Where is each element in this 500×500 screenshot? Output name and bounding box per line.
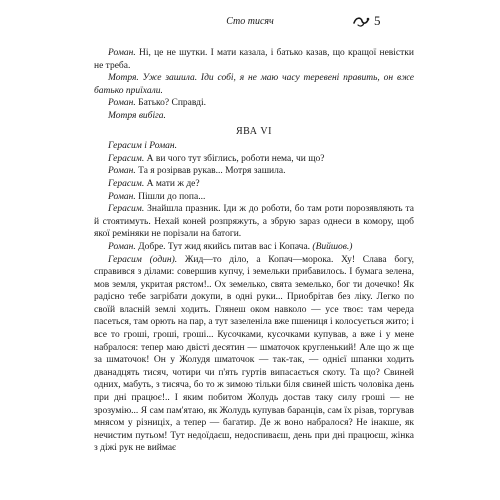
stage-direction-inline: (Вийшов.) [310,241,353,252]
speaker-name: Роман. [108,48,136,58]
dialogue-line [94,241,414,254]
speaker-name: Мотря [108,110,137,121]
speaker-name: Мотря. [108,73,139,84]
line-text: Жид—то діло, а Копач—морока. Ху! Слава богу, справився з ділами: совершив купчу, і земельки прибавилось. І бумага зелена, мов земля, укритая рястом!.. Ох земелько, свята земелько, бог ти дочечко! Як радісно тебе загрібати докупи, в одні руки... Приобрітав без ліку. Легко по своїй власній землі ходить. Глянеш оком навколо — усе твоє: там череда пасеться, там орють на пар, а тут зазеленіла вже пшениця і колосується жито; і все то гроші, гроші, гроші... Кусочками, кусочками купував, а вже і у мене набралося: тепер маю двісті десятин — шматочок кругленький! Але що ж ще за шматочок! Он у Жолудя шматочок — так-так, — однієї шпанки ходить дванадцять тисяч, чотири чи п'ять гуртів випасається скоту. Та що? Свиней одних, мабуть, з тисяча, бо то ж зимою тільки біля свиней шість чоловіка день при дні працює!.. І яким побитом Жолудь достав таку силу гроші — не зрозумію... Я сам пам'ятаю, як Жолудь купував баранців, сам їх різав, торгував мнясом у різниціх, а тепер — багатир. Де ж воно набралося? Не інакше, як нечистим путьом! Тут недоїдаєш, недоспиваєш, день при дні працюєш, жінка з діжі рук не виймає [94,254,414,454]
dialogue-line [94,153,414,166]
line-text: А ви чого тут збіглись, роботи нема, чи що? [144,153,325,164]
speaker-name: Роман. [108,98,136,109]
line-text: вибіга. [136,110,166,121]
speaker-name: Роман. [108,241,136,252]
line-text: Пішли до попа... [135,191,206,202]
line-text: Та я розірвав рукав... Мотря зашила. [135,166,286,177]
dialogue-line [94,191,414,204]
fleuron-icon [352,14,370,28]
speaker-name: Роман. [108,191,136,202]
line-text: А мати ж де? [144,178,200,189]
speaker-name: Герасим. [108,153,145,164]
speaker-name: Герасим (один). [108,254,178,265]
speaker-name: Роман. [108,166,136,177]
line-text: Уже зашила. Іди собі, я не маю часу теревені править, он вже батько приїхали. [94,73,414,96]
running-header [0,14,500,30]
body-text [94,47,414,455]
line-text: Ні, це не шутки. І мати казала, і батько казав, що кращої невістки не треба. [94,48,414,71]
dialogue-line [94,203,414,241]
cast-list [94,140,414,153]
stage-direction [94,110,414,123]
dialogue-line [94,165,414,178]
monologue [94,254,414,456]
dialogue-line [94,97,414,110]
dialogue-line [94,178,414,191]
cast-text: Герасим і Роман. [108,141,178,152]
page-number: 5 [374,13,381,28]
line-text: Батько? Справді. [135,98,206,109]
speaker-name: Герасим. [108,178,145,189]
running-title: Сто тисяч [226,16,274,27]
act-heading: ЯВА VI [236,125,272,137]
speaker-name: Герасим. [108,204,145,215]
line-text: Знайшла празник. Іди ж до роботи, бо там роти порозявляють та й стоятимуть. Нехай коней розпряжуть, а збрую зараз однеси в комору, щоб якої реміняки не порізали на батоги. [94,204,414,240]
dialogue-line [94,72,414,97]
dialogue-line [94,47,414,72]
line-text: Добре. Тут жид якийсь питав вас і Копача. [135,241,311,252]
